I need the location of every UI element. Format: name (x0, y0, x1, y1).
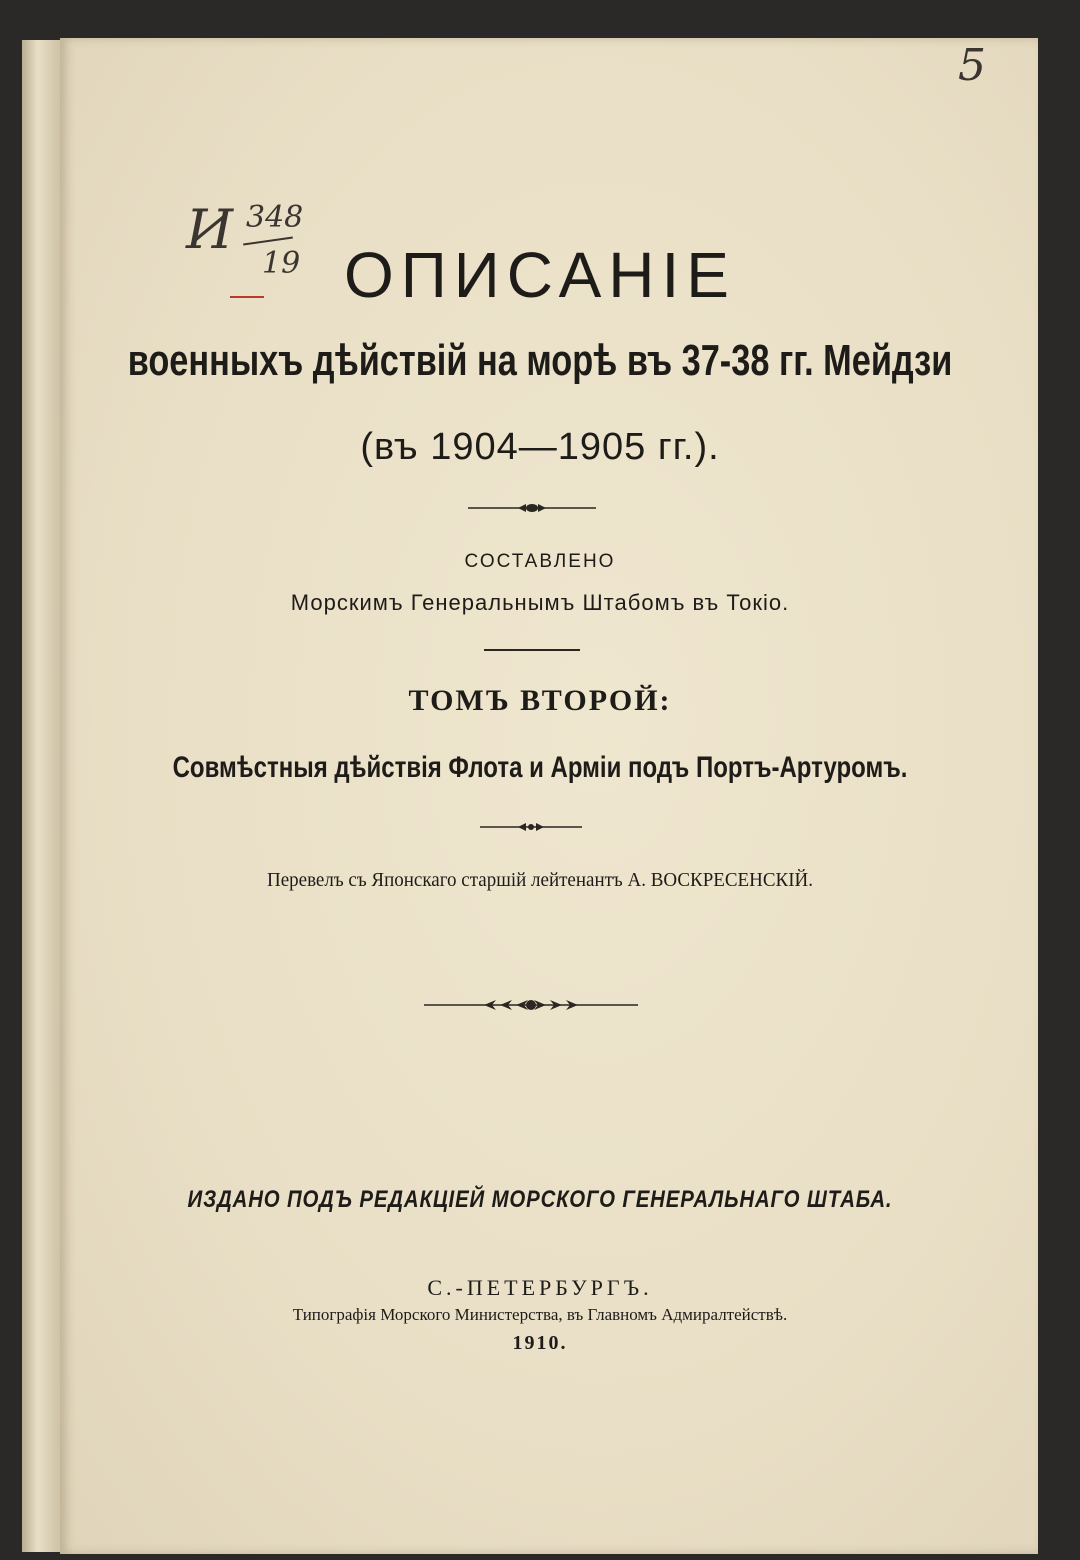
years-line: (въ 1904—1905 гг.). (360, 426, 720, 468)
page-subtitle: военныхъ дѣйствій на морѣ въ 37-38 гг. Мейдзи (127, 336, 953, 385)
volume-title: ТОМЪ ВТОРОЙ: (408, 684, 672, 717)
compiled-by: Морскимъ Генеральнымъ Штабомъ въ Токіо. (290, 590, 790, 615)
publication-city: С.-ПЕТЕРБУРГЪ. (427, 1275, 653, 1300)
compiled-label: СОСТАВЛЕНО (464, 551, 616, 572)
ornament-divider-3 (424, 996, 638, 1014)
ornament-divider-1 (468, 500, 596, 516)
printer-line: Типографія Морского Министерства, въ Главномъ Адмиралтействѣ. (292, 1305, 788, 1324)
shelf-mark-number-bottom: 19 (262, 246, 301, 281)
corner-page-number: 5 (958, 40, 986, 91)
ornament-divider-2 (480, 820, 582, 834)
translator-line: Перевелъ съ Японскаго старшій лейтенантъ А. ВОСКРЕСЕНСКІЙ. (266, 869, 814, 891)
volume-subtitle: Совмѣстныя дѣйствія Флота и Арміи подъ Портъ-Артуромъ. (172, 751, 908, 784)
short-rule (484, 649, 580, 651)
shelf-mark-number-top: 348 (246, 200, 304, 235)
shelf-mark-letter: И (186, 198, 234, 261)
publication-year: 1910. (512, 1332, 568, 1354)
page-title: ОПИСАНІЕ (344, 239, 736, 311)
edition-note: ИЗДАНО ПОДЪ РЕДАКЦІЕЙ МОРСКОГО ГЕНЕРАЛЬНАГО ШТАБА. (187, 1186, 893, 1213)
